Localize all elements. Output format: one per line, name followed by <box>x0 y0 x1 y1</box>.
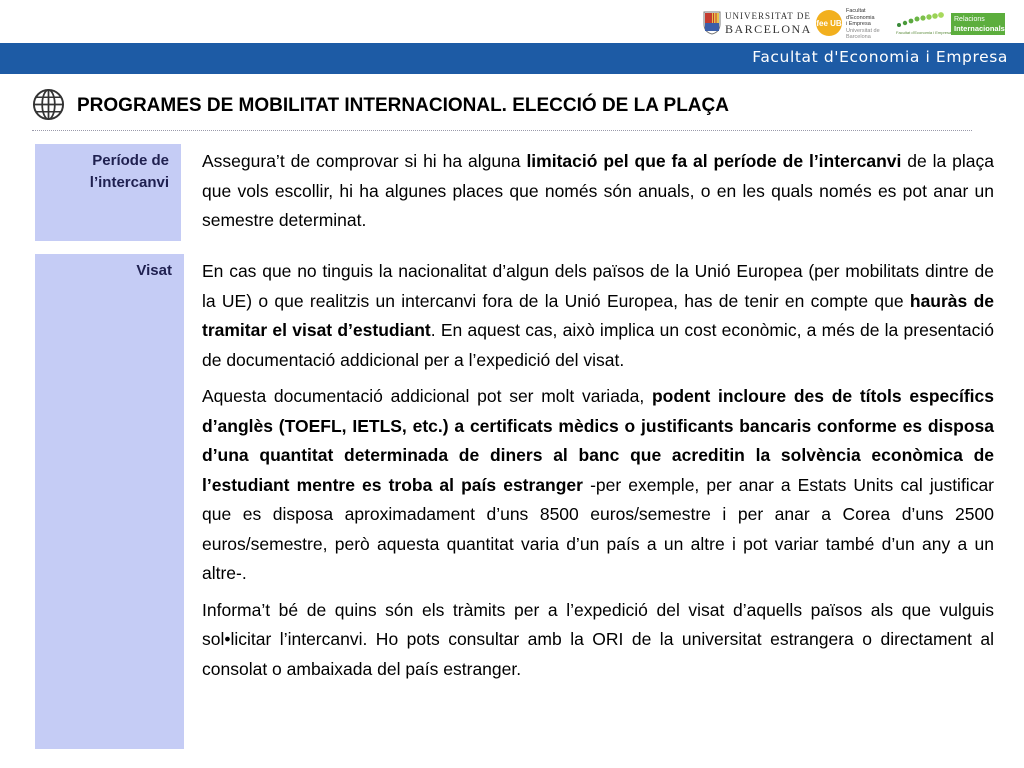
banner-title: Facultat d'Economia i Empresa <box>752 48 1008 66</box>
bold-text: limitació pel que fa al període de l’intercanvi <box>526 151 902 171</box>
header-logos <box>0 0 1024 43</box>
section-body-visat <box>202 257 994 691</box>
title-divider <box>32 130 972 131</box>
fee-logo-line: Facultat <box>846 8 866 14</box>
green-dots-icon <box>896 11 948 29</box>
section-paragraph <box>202 596 994 685</box>
text-run: de la plaça que vols escollir, hi ha algunes places que només són anuals, o en les quals només es pot anar un semestre determinat. <box>202 151 994 230</box>
relacions-internacionals-logo[interactable] <box>951 13 1005 35</box>
dots-logo-caption: Facultat d'Economia i Empresa <box>896 30 952 35</box>
section-label-line: l’intercanvi <box>89 174 169 191</box>
text-run: Assegura’t de comprovar si hi ha alguna <box>202 151 527 171</box>
section-body-periode <box>202 147 994 243</box>
university-of-barcelona-logo[interactable] <box>703 9 812 39</box>
fee-logo-line: i Empresa <box>846 21 871 27</box>
green-dots-logo[interactable] <box>896 11 952 39</box>
page-title: PROGRAMES DE MOBILITAT INTERNACIONAL. ELECCIÓ DE LA PLAÇA <box>77 95 729 116</box>
ub-logo-line2: BARCELONA <box>725 22 812 36</box>
fee-logo-line: d'Economia <box>846 14 875 21</box>
text-run: En cas que no tinguis la nacionalitat d’algun dels països de la Unió Europea (per mobilitats dintre de la UE) o que realitzis un intercanvi fora de la Unió Europea, has de tenir en compte que <box>202 261 994 311</box>
text-run: Informa’t bé de quins són els tràmits per a l’expedició del visat d’aquells països als que vulguis sol•licitar l’intercanvi. Ho pots consultar amb la ORI de la universitat estrangera o directament al consolat o ambaixada del país estranger. <box>202 599 994 679</box>
bold-text: hauràs de tramitar el visat d’estudiant <box>202 290 994 340</box>
faculty-banner <box>0 43 1024 74</box>
section-label-line: Període de <box>92 152 169 169</box>
faculty-fee-logo[interactable] <box>816 8 894 40</box>
section-paragraph <box>202 382 994 589</box>
section-label-line: Visat <box>136 262 172 279</box>
text-run: . En aquest cas, això implica un cost econòmic, a més de la presentació de documentació addicional per a l’expedició del visat. <box>202 320 994 370</box>
ub-logo-line1: UNIVERSITAT DE <box>725 11 811 21</box>
fee-logo-subline: Universitat de Barcelona <box>846 27 880 40</box>
title-row <box>32 88 982 122</box>
section-paragraph <box>202 147 994 236</box>
ri-logo-line2: Internacionals <box>954 24 1005 33</box>
globe-icon <box>32 88 65 121</box>
ub-shield-icon <box>703 11 721 35</box>
text-run: Aquesta documentació addicional pot ser molt variada, <box>202 386 652 406</box>
text-run: -per exemple, per anar a Estats Units cal justificar que es disposa aproximadament d’uns 8500 euros/semestre i per anar a Corea d’uns 2500 euros/semestre, però aquesta quantitat varia d’un país a un altre i pot variar també d’un any a un altre-. <box>202 474 994 583</box>
fee-circle-mark: fee UB <box>816 10 842 36</box>
section-label-visat <box>35 254 184 749</box>
section-paragraph <box>202 257 994 375</box>
ri-logo-line1: Relacions <box>954 16 985 23</box>
section-label-periode <box>35 144 181 241</box>
bold-text: podent incloure des de títols específics d’anglès (TOEFL, IETLS, etc.) a certificats mèdics o justificants bancaris conforme es disposa d’una quantitat determinada de diners al banc que acreditin la solvència econòmica de l’estudiant mentre es troba al país estranger <box>202 386 994 495</box>
